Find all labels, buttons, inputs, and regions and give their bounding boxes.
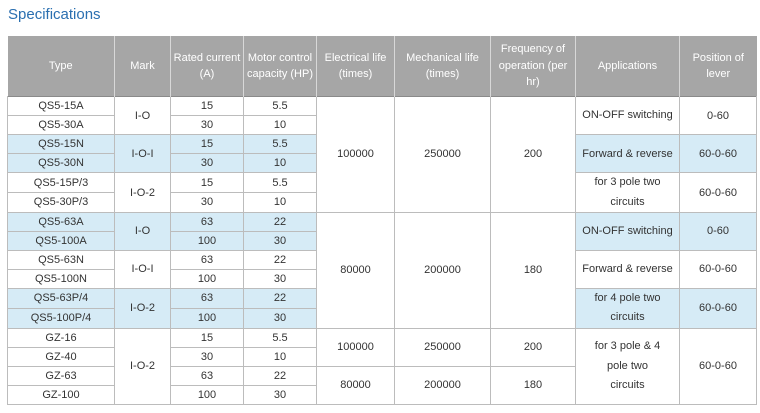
cell-current: 30 [171, 193, 244, 213]
cell-application: ON-OFF switching [576, 212, 680, 250]
header-type: Type [8, 36, 115, 97]
cell-electrical-life: 100000 [317, 328, 395, 366]
cell-hp: 10 [244, 154, 317, 173]
cell-hp: 30 [244, 231, 317, 250]
cell-current: 100 [171, 231, 244, 250]
cell-type: QS5-30N [8, 154, 115, 173]
cell-type: QS5-15P/3 [8, 173, 115, 193]
cell-mark: I-O-I [115, 135, 171, 173]
cell-type: GZ-63 [8, 366, 115, 385]
cell-hp: 22 [244, 289, 317, 309]
cell-current: 100 [171, 385, 244, 404]
cell-current: 30 [171, 116, 244, 135]
cell-lever: 60-0-60 [680, 173, 757, 213]
cell-type: QS5-15N [8, 135, 115, 154]
cell-type: GZ-40 [8, 347, 115, 366]
specifications-table [7, 36, 757, 405]
cell-application: Forward & reverse [576, 250, 680, 288]
cell-application: Forward & reverse [576, 135, 680, 173]
cell-current: 30 [171, 154, 244, 173]
header-lever: Position of lever [680, 36, 757, 97]
cell-current: 100 [171, 269, 244, 288]
cell-mark: I-O-I [115, 250, 171, 288]
cell-type: QS5-100P/4 [8, 308, 115, 328]
cell-lever: 60-0-60 [680, 328, 757, 404]
cell-mark: I-O-2 [115, 328, 171, 404]
header-row [8, 36, 757, 97]
cell-lever: 60-0-60 [680, 250, 757, 288]
cell-current: 100 [171, 308, 244, 328]
cell-application: for 4 pole two circuits [576, 289, 680, 329]
cell-electrical-life: 80000 [317, 366, 395, 404]
cell-mark: I-O-2 [115, 173, 171, 213]
cell-application: ON-OFF switching [576, 97, 680, 135]
cell-hp: 22 [244, 250, 317, 269]
cell-type: GZ-100 [8, 385, 115, 404]
cell-electrical-life: 80000 [317, 212, 395, 328]
cell-mechanical-life: 200000 [395, 212, 491, 328]
page-title: Specifications [8, 6, 101, 23]
cell-current: 63 [171, 250, 244, 269]
header-applications: Applications [576, 36, 680, 97]
cell-electrical-life: 100000 [317, 97, 395, 213]
cell-current: 15 [171, 97, 244, 116]
cell-hp: 5.5 [244, 97, 317, 116]
cell-mark: I-O [115, 97, 171, 135]
cell-type: QS5-15A [8, 97, 115, 116]
cell-mechanical-life: 200000 [395, 366, 491, 404]
cell-hp: 5.5 [244, 173, 317, 193]
cell-hp: 30 [244, 308, 317, 328]
header-rated-current: Rated current (A) [171, 36, 244, 97]
cell-mark: I-O [115, 212, 171, 250]
cell-type: QS5-63N [8, 250, 115, 269]
cell-mechanical-life: 250000 [395, 97, 491, 213]
cell-lever: 60-0-60 [680, 135, 757, 173]
cell-lever: 0-60 [680, 97, 757, 135]
cell-hp: 5.5 [244, 328, 317, 347]
cell-type: QS5-100A [8, 231, 115, 250]
header-mechanical-life: Mechanical life (times) [395, 36, 491, 97]
cell-current: 15 [171, 328, 244, 347]
cell-hp: 10 [244, 116, 317, 135]
cell-lever: 0-60 [680, 212, 757, 250]
header-mark: Mark [115, 36, 171, 97]
cell-frequency: 200 [491, 328, 576, 366]
cell-hp: 22 [244, 212, 317, 231]
table-row [8, 328, 757, 347]
cell-mechanical-life: 250000 [395, 328, 491, 366]
cell-type: QS5-63P/4 [8, 289, 115, 309]
cell-application: for 3 pole two circuits [576, 173, 680, 213]
cell-lever: 60-0-60 [680, 289, 757, 329]
cell-current: 15 [171, 135, 244, 154]
cell-hp: 22 [244, 366, 317, 385]
cell-type: QS5-100N [8, 269, 115, 288]
cell-frequency: 180 [491, 212, 576, 328]
cell-hp: 10 [244, 347, 317, 366]
header-electrical-life: Electrical life (times) [317, 36, 395, 97]
cell-frequency: 180 [491, 366, 576, 404]
table-row [8, 97, 757, 116]
cell-type: QS5-63A [8, 212, 115, 231]
cell-hp: 10 [244, 193, 317, 213]
cell-hp: 5.5 [244, 135, 317, 154]
cell-hp: 30 [244, 269, 317, 288]
cell-current: 63 [171, 289, 244, 309]
cell-mark: I-O-2 [115, 289, 171, 329]
cell-frequency: 200 [491, 97, 576, 213]
header-frequency: Frequency of operation (per hr) [491, 36, 576, 97]
table-row [8, 212, 757, 231]
cell-hp: 30 [244, 385, 317, 404]
cell-current: 30 [171, 347, 244, 366]
cell-current: 15 [171, 173, 244, 193]
cell-current: 63 [171, 212, 244, 231]
cell-application: for 3 pole & 4 pole two circuits [576, 328, 680, 404]
cell-type: QS5-30P/3 [8, 193, 115, 213]
header-motor-capacity: Motor control capacity (HP) [244, 36, 317, 97]
cell-current: 63 [171, 366, 244, 385]
cell-type: QS5-30A [8, 116, 115, 135]
cell-type: GZ-16 [8, 328, 115, 347]
